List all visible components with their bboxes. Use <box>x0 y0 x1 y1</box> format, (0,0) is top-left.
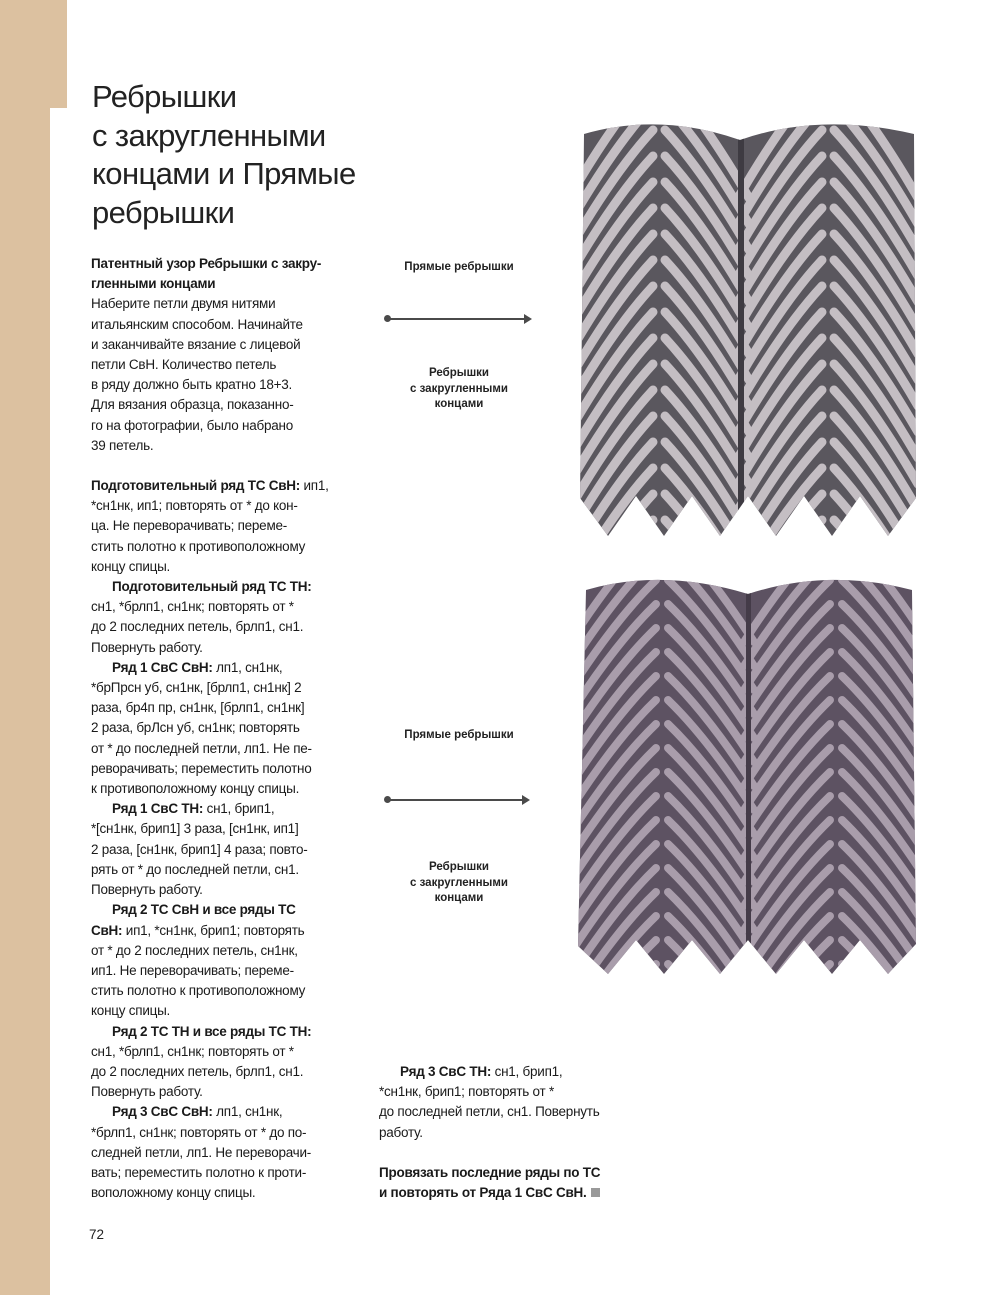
step-line: *сн1нк, брип1; повторять от * <box>379 1084 554 1100</box>
step-row1a <box>91 658 356 799</box>
step-lead: Подготовительный ряд ТС ТН: <box>112 579 312 595</box>
step-line: до последней петли, сн1. Повернуть <box>379 1104 600 1120</box>
page-title <box>92 78 392 232</box>
step-line: вать; переместить полотно к проти- <box>91 1164 307 1180</box>
intro-line: Наберите петли двумя нитями <box>91 296 276 312</box>
title-line: ребрышки <box>92 194 235 230</box>
step-row3a <box>91 1102 356 1203</box>
intro-line: и заканчивайте вязание с лицевой <box>91 336 301 352</box>
step-lead: Ряд 3 СвС СвН: <box>112 1104 213 1120</box>
label-straight-ribs-bottom: Прямые ребрышки <box>404 729 514 741</box>
step-line: ца. Не переворачивать; переме- <box>91 518 287 534</box>
step-line: реворачивать; переместить полотно <box>91 760 312 776</box>
step-lead: Ряд 2 ТС СвН и все ряды ТС <box>112 902 296 918</box>
step-line: от * до 2 последних петель, сн1нк, <box>91 942 298 958</box>
label-rounded-ribs-top <box>380 366 538 413</box>
step-line: *брлп1, сн1нк; повторять от * до по- <box>91 1124 307 1140</box>
intro-line: Для вязания образца, показанно- <box>91 397 294 413</box>
step-line: Повернуть работу. <box>91 882 203 898</box>
step-row2b <box>91 1022 356 1103</box>
intro-line: 39 петель. <box>91 437 154 453</box>
step-row3b <box>379 1062 629 1143</box>
step-lead: Ряд 2 ТС ТН и все ряды ТС ТН: <box>112 1023 312 1039</box>
title-line: концами и Прямые <box>92 156 356 191</box>
step-line: 2 раза, [сн1нк, брип1] 4 раза; повто- <box>91 841 308 857</box>
step-lead: Ряд 3 СвС ТН: <box>400 1064 492 1079</box>
margin-strip <box>0 108 50 1295</box>
step-text: сн1, брип1, <box>203 801 275 817</box>
instructions-right-column <box>379 1062 629 1203</box>
intro-block <box>91 254 356 456</box>
final-line: Провязать последние ряды по ТС <box>379 1164 601 1180</box>
intro-heading-line: гленными концами <box>91 276 216 292</box>
label-line: концами <box>434 892 484 904</box>
knit-swatch-photo-bottom <box>570 572 926 977</box>
label-line: Ребрышки <box>429 367 489 379</box>
step-text: лп1, сн1нк, <box>212 1104 283 1120</box>
step-line: следней петли, лп1. Не переворачи- <box>91 1144 312 1160</box>
step-line: ип1. Не переворачивать; переме- <box>91 962 294 978</box>
step-lead-cont: СвН: <box>91 922 123 938</box>
step-line: работу. <box>379 1124 423 1140</box>
arrow-bottom <box>386 799 528 801</box>
step-line: к противоположному концу спицы. <box>91 781 300 797</box>
step-lead: Ряд 1 СвС ТН: <box>112 801 204 817</box>
step-line: *брПрсн уб, сн1нк, [брлп1, сн1нк] 2 <box>91 680 302 696</box>
label-line: концами <box>434 398 484 410</box>
label-line: с закругленными <box>410 382 508 395</box>
margin-strip-top <box>0 0 67 108</box>
step-text: ип1, *сн1нк, брип1; повторять <box>122 922 305 938</box>
step-line: стить полотно к противоположному <box>91 538 306 554</box>
step-prep1 <box>91 476 356 577</box>
step-text: ип1, <box>300 478 329 494</box>
instructions-left-column <box>91 254 356 1203</box>
end-square-icon <box>591 1188 600 1197</box>
step-line: воположному концу спицы. <box>91 1185 256 1201</box>
step-line: стить полотно к противоположному <box>91 983 306 999</box>
step-line: Повернуть работу. <box>91 639 203 655</box>
step-line: Повернуть работу. <box>91 1084 203 1100</box>
step-line: рять от * до последней петли, сн1. <box>91 861 299 877</box>
label-line: Ребрышки <box>429 861 489 873</box>
step-line: концу спицы. <box>91 1003 171 1019</box>
final-line: и повторять от Ряда 1 СвС СвН. <box>379 1185 587 1201</box>
intro-line: го на фотографии, было набрано <box>91 417 293 433</box>
step-row1b <box>91 799 356 900</box>
step-lead: Ряд 1 СвС СвН: <box>112 659 213 675</box>
step-line: *[сн1нк, брип1] 3 раза, [сн1нк, ип1] <box>91 821 299 837</box>
intro-line: петли СвН. Количество петель <box>91 357 277 373</box>
label-straight-ribs-top: Прямые ребрышки <box>404 261 514 273</box>
title-line: Ребрышки <box>92 79 237 114</box>
title-line: с закругленными <box>92 117 326 153</box>
label-rounded-ribs-bottom <box>380 860 538 907</box>
step-lead: Подготовительный ряд ТС СвН: <box>91 478 301 494</box>
step-text: сн1, брип1, <box>491 1064 563 1079</box>
step-line: до 2 последних петель, брлп1, сн1. <box>91 619 304 635</box>
arrow-top <box>386 318 530 320</box>
step-line: концу спицы. <box>91 558 171 574</box>
final-instruction <box>379 1163 629 1203</box>
step-text: лп1, сн1нк, <box>212 659 283 675</box>
step-line: *сн1нк, ип1; повторять от * до кон- <box>91 498 298 514</box>
knit-swatch-photo-top <box>570 118 926 538</box>
step-line: сн1, *брлп1, сн1нк; повторять от * <box>91 599 294 615</box>
intro-line: итальянским способом. Начинайте <box>91 316 303 332</box>
step-prep2 <box>91 577 356 658</box>
step-line: 2 раза, брЛсн уб, сн1нк; повторять <box>91 720 300 736</box>
step-row2a <box>91 900 356 1021</box>
step-line: сн1, *брлп1, сн1нк; повторять от * <box>91 1043 294 1059</box>
page-number: 72 <box>89 1227 105 1242</box>
label-line: с закругленными <box>410 876 508 889</box>
intro-heading-line: Патентный узор Ребрышки с закру- <box>91 256 322 271</box>
step-line: раза, бр4п пр, сн1нк, [брлп1, сн1нк] <box>91 700 305 716</box>
intro-line: в ряду должно быть кратно 18+3. <box>91 377 293 393</box>
step-line: до 2 последних петель, брлп1, сн1. <box>91 1063 304 1079</box>
step-line: от * до последней петли, лп1. Не пе- <box>91 740 312 756</box>
